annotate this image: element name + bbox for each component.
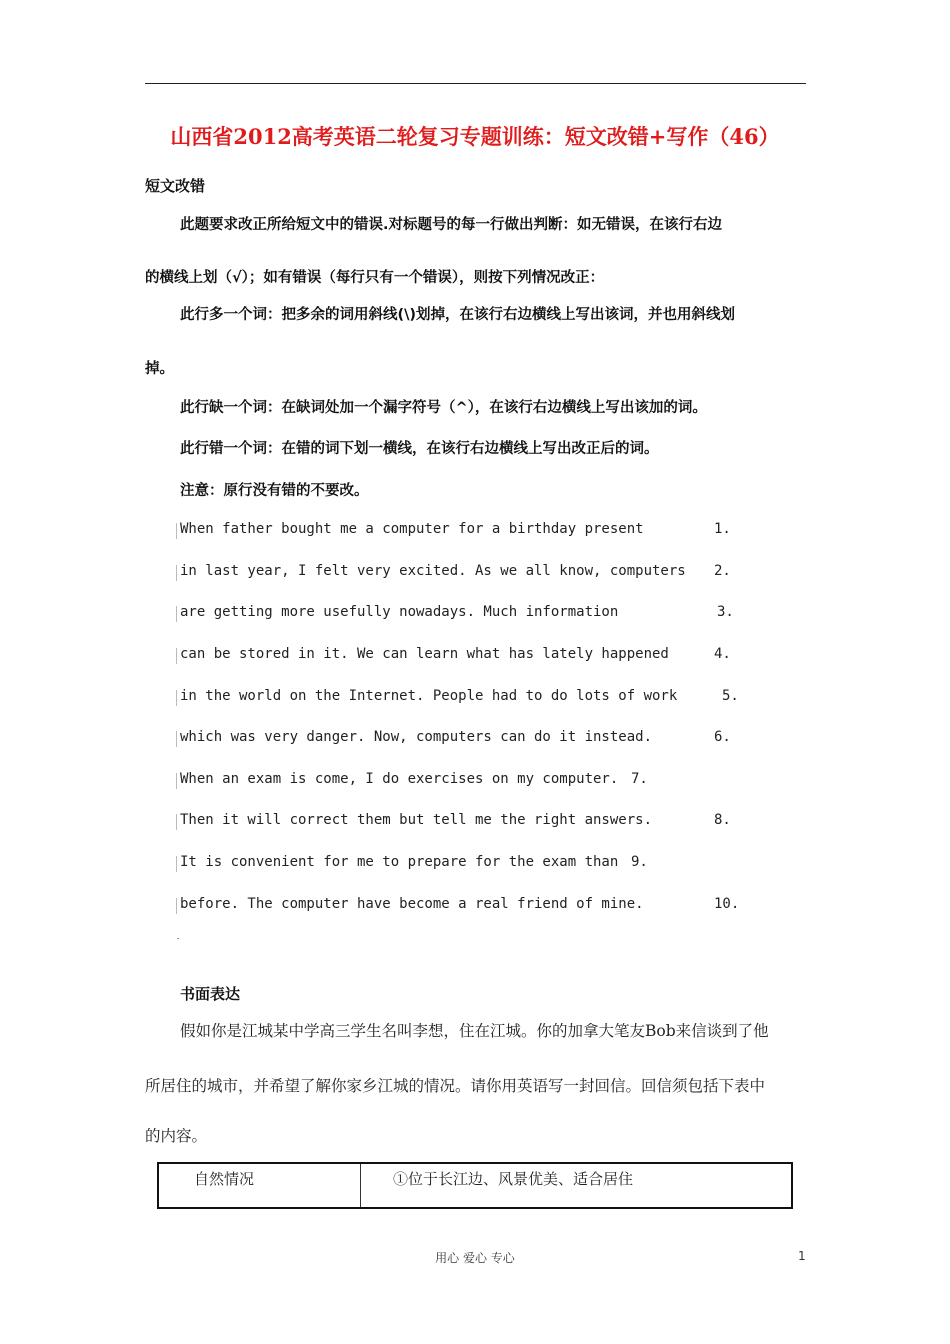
line-margin-mark bbox=[176, 856, 177, 872]
line-number: 6. bbox=[714, 729, 731, 745]
section-heading-error-correction: 短文改错 bbox=[145, 177, 206, 195]
line-margin-mark bbox=[176, 898, 177, 914]
line-number: 1. bbox=[714, 521, 731, 537]
passage-text: in last year, I felt very excited. As we all know, computers bbox=[180, 563, 686, 579]
line-number: 3. bbox=[717, 604, 734, 620]
line-number: 8. bbox=[714, 812, 731, 828]
writing-prompt-line: 所居住的城市，并希望了解你家乡江城的情况。请你用英语写一封回信。回信须包括下表中 bbox=[145, 1077, 766, 1095]
header-rule bbox=[145, 83, 806, 84]
content-table bbox=[157, 1162, 793, 1209]
note-line: 注意：原行没有错的不要改。 bbox=[180, 483, 369, 499]
passage-text: When an exam is come, I do exercises on my computer. bbox=[180, 771, 619, 787]
table-row bbox=[158, 1163, 792, 1208]
line-margin-mark bbox=[176, 773, 177, 789]
table-content-cell: ①位于长江边、风景优美、适合居住 bbox=[361, 1163, 793, 1208]
writing-prompt-line: 的内容。 bbox=[145, 1127, 208, 1145]
line-margin-mark bbox=[176, 814, 177, 830]
passage-text: Then it will correct them but tell me the right answers. bbox=[180, 812, 653, 828]
document-title: 山西省2012高考英语二轮复习专题训练：短文改错+写作（46） bbox=[170, 124, 780, 149]
passage-line-6 bbox=[176, 729, 776, 749]
passage-line-7 bbox=[176, 771, 776, 791]
line-number: 4. bbox=[714, 646, 731, 662]
line-margin-mark bbox=[176, 648, 177, 664]
instruction-line: 此行缺一个词：在缺词处加一个漏字符号（^），在该行右边横线上写出该加的词。 bbox=[180, 400, 707, 416]
line-margin-mark bbox=[176, 731, 177, 747]
passage-text: are getting more usefully nowadays. Much information bbox=[180, 604, 619, 620]
writing-prompt-line: 假如你是江城某中学高三学生名叫李想，住在江城。你的加拿大笔友Bob来信谈到了他 bbox=[180, 1022, 769, 1040]
line-number: 10. bbox=[714, 896, 740, 912]
line-margin-mark bbox=[176, 606, 177, 622]
passage-text: can be stored in it. We can learn what has lately happened bbox=[180, 646, 669, 662]
table-label-cell: 自然情况 bbox=[158, 1163, 361, 1208]
instruction-line: 此题要求改正所给短文中的错误.对标题号的每一行做出判断：如无错误，在该行右边 bbox=[180, 217, 723, 233]
passage-line-2 bbox=[176, 563, 776, 583]
passage-line-8 bbox=[176, 812, 776, 832]
line-number: 5. bbox=[722, 688, 739, 704]
paragraph-mark bbox=[177, 938, 179, 939]
line-margin-mark bbox=[176, 690, 177, 706]
passage-line-5 bbox=[176, 688, 776, 708]
passage-line-1 bbox=[176, 521, 776, 541]
passage-line-4 bbox=[176, 646, 776, 666]
line-number: 9. bbox=[631, 854, 648, 870]
line-number: 2. bbox=[714, 563, 731, 579]
passage-text: which was very danger. Now, computers can do it instead. bbox=[180, 729, 653, 745]
instruction-line: 此行多一个词：把多余的词用斜线(\)划掉，在该行右边横线上写出该词，并也用斜线划 bbox=[180, 307, 736, 323]
page-number: 1 bbox=[798, 1249, 806, 1263]
passage-line-3 bbox=[176, 604, 776, 624]
passage-text: before. The computer have become a real friend of mine. bbox=[180, 896, 644, 912]
section-heading-writing: 书面表达 bbox=[180, 985, 241, 1003]
passage-text: When father bought me a computer for a birthday present bbox=[180, 521, 644, 537]
line-margin-mark bbox=[176, 523, 177, 539]
passage-text: It is convenient for me to prepare for the exam than bbox=[180, 854, 619, 870]
instruction-line: 此行错一个词：在错的词下划一横线，在该行右边横线上写出改正后的词。 bbox=[180, 441, 659, 457]
instruction-line: 掉。 bbox=[145, 361, 174, 377]
line-number: 7. bbox=[631, 771, 648, 787]
passage-text: in the world on the Internet. People had to do lots of work bbox=[180, 688, 678, 704]
passage-line-10 bbox=[176, 896, 776, 916]
passage-line-9 bbox=[176, 854, 776, 874]
footer-slogan: 用心 爱心 专心 bbox=[435, 1251, 515, 1265]
instruction-line: 的横线上划（√）；如有错误（每行只有一个错误），则按下列情况改正： bbox=[145, 270, 605, 286]
line-margin-mark bbox=[176, 565, 177, 581]
